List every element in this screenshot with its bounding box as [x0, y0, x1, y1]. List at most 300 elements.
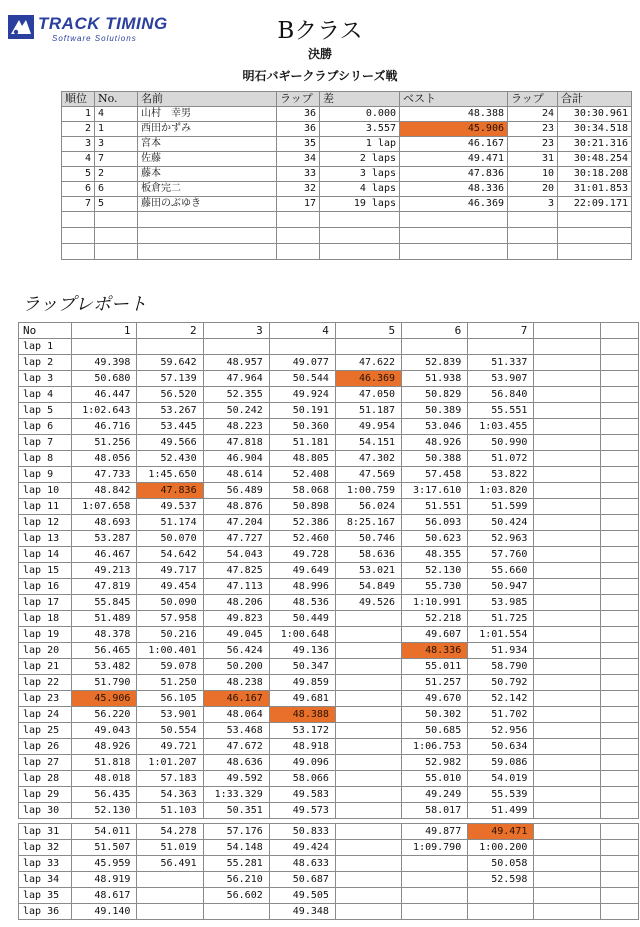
driver-name-cell: 藤田のぶゆき	[138, 197, 277, 212]
lap-time-cell: 57.458	[402, 467, 468, 483]
lap-time-cell: 54.151	[335, 435, 401, 451]
lap-column-label: No	[19, 323, 72, 339]
lap-time-cell: 56.024	[335, 499, 401, 515]
lap-time-cell: 45.906	[72, 691, 137, 707]
lap-time-cell: 49.348	[269, 904, 335, 920]
results-empty-row	[62, 212, 632, 228]
lap-time-cell: 49.045	[203, 627, 269, 643]
lap-label-cell: lap 28	[19, 771, 72, 787]
lap-time-cell: 50.685	[402, 723, 468, 739]
best-lap-number-cell: 20	[508, 182, 558, 197]
empty-cell	[62, 228, 95, 244]
empty-cell	[534, 547, 600, 563]
results-row	[62, 182, 632, 197]
lap-time-cell: 48.223	[203, 419, 269, 435]
lap-time-cell: 56.220	[72, 707, 137, 723]
lap-time-cell: 51.507	[72, 840, 137, 856]
lap-time-cell: 59.078	[137, 659, 203, 675]
lap-time-cell: 52.982	[402, 755, 468, 771]
lap-time-cell: 53.468	[203, 723, 269, 739]
lap-label-cell: lap 27	[19, 755, 72, 771]
empty-cell	[600, 659, 638, 675]
lap-time-cell	[402, 856, 468, 872]
lap-time-cell: 53.482	[72, 659, 137, 675]
empty-cell	[600, 707, 638, 723]
lap-time-cell: 1:00.759	[335, 483, 401, 499]
empty-cell	[534, 856, 600, 872]
lap-time-cell: 49.454	[137, 579, 203, 595]
best-lap-number-cell: 10	[508, 167, 558, 182]
lap-time-cell: 48.064	[203, 707, 269, 723]
lap-row	[19, 771, 639, 787]
lap-time-cell: 49.583	[269, 787, 335, 803]
best-lap-time-cell: 49.471	[400, 152, 508, 167]
empty-cell	[534, 515, 600, 531]
empty-cell	[600, 691, 638, 707]
lap-time-cell: 46.904	[203, 451, 269, 467]
empty-cell	[534, 627, 600, 643]
lap-time-cell	[335, 787, 401, 803]
lap-time-cell	[335, 659, 401, 675]
lap-time-cell	[402, 872, 468, 888]
total-time-cell: 30:30.961	[558, 107, 632, 122]
lap-time-cell: 48.378	[72, 627, 137, 643]
lap-time-cell: 50.829	[402, 387, 468, 403]
lap-label-cell: lap 14	[19, 547, 72, 563]
lap-time-cell: 49.924	[269, 387, 335, 403]
lap-row	[19, 659, 639, 675]
car-number-header: 4	[269, 323, 335, 339]
lap-time-cell: 47.050	[335, 387, 401, 403]
results-column-header: 差	[320, 92, 400, 107]
lap-time-cell: 50.388	[402, 451, 468, 467]
lap-time-cell	[335, 771, 401, 787]
empty-cell	[600, 739, 638, 755]
lap-time-cell: 49.140	[72, 904, 137, 920]
lap-time-cell: 51.551	[402, 499, 468, 515]
lap-time-cell: 1:01.554	[468, 627, 534, 643]
results-column-header: ベスト	[400, 92, 508, 107]
lap-time-cell	[335, 339, 401, 355]
lap-label-cell: lap 26	[19, 739, 72, 755]
lap-time-cell: 49.728	[269, 547, 335, 563]
lap-time-cell: 53.046	[402, 419, 468, 435]
lap-time-cell: 50.200	[203, 659, 269, 675]
empty-cell	[534, 803, 600, 819]
lap-time-cell: 53.822	[468, 467, 534, 483]
car-number-cell: 3	[95, 137, 138, 152]
lap-time-cell: 50.898	[269, 499, 335, 515]
results-empty-row	[62, 228, 632, 244]
lap-time-cell: 49.249	[402, 787, 468, 803]
lap-time-cell: 50.833	[269, 824, 335, 840]
results-table	[61, 91, 632, 260]
lap-time-cell: 54.278	[137, 824, 203, 840]
lap-time-cell: 56.093	[402, 515, 468, 531]
lap-time-cell: 1:07.658	[72, 499, 137, 515]
lap-time-cell: 51.599	[468, 499, 534, 515]
lap-row	[19, 371, 639, 387]
empty-cell	[534, 371, 600, 387]
car-number-header: 2	[137, 323, 203, 339]
empty-cell	[600, 499, 638, 515]
empty-cell	[534, 739, 600, 755]
car-number-header: 3	[203, 323, 269, 339]
lap-time-cell: 53.445	[137, 419, 203, 435]
results-row	[62, 122, 632, 137]
lap-time-cell: 50.058	[468, 856, 534, 872]
empty-cell	[400, 228, 508, 244]
lap-row	[19, 723, 639, 739]
lap-row	[19, 403, 639, 419]
lap-time-cell	[335, 840, 401, 856]
lap-time-cell: 1:03.820	[468, 483, 534, 499]
lap-time-cell: 49.573	[269, 803, 335, 819]
empty-cell	[558, 244, 632, 260]
lap-time-cell: 51.790	[72, 675, 137, 691]
lap-label-cell: lap 29	[19, 787, 72, 803]
lap-time-cell: 53.021	[335, 563, 401, 579]
lap-time-cell: 49.043	[72, 723, 137, 739]
lap-time-cell: 50.947	[468, 579, 534, 595]
lap-label-cell: lap 1	[19, 339, 72, 355]
empty-cell	[600, 872, 638, 888]
lap-time-cell: 49.954	[335, 419, 401, 435]
lap-time-cell	[335, 675, 401, 691]
lap-time-cell: 52.430	[137, 451, 203, 467]
lap-time-cell: 47.113	[203, 579, 269, 595]
lap-time-cell: 50.389	[402, 403, 468, 419]
empty-cell	[600, 904, 638, 920]
position-cell: 2	[62, 122, 95, 137]
empty-cell	[600, 643, 638, 659]
lap-time-cell: 51.072	[468, 451, 534, 467]
laps-cell: 35	[277, 137, 320, 152]
empty-cell	[600, 387, 638, 403]
lap-label-cell: lap 2	[19, 355, 72, 371]
empty-cell	[600, 824, 638, 840]
lap-label-cell: lap 17	[19, 595, 72, 611]
empty-cell	[534, 499, 600, 515]
lap-time-cell: 53.267	[137, 403, 203, 419]
lap-time-cell	[335, 888, 401, 904]
lap-time-cell: 48.919	[72, 872, 137, 888]
lap-header-row	[19, 323, 639, 339]
lap-time-cell	[335, 723, 401, 739]
lap-label-cell: lap 19	[19, 627, 72, 643]
lap-time-cell	[335, 643, 401, 659]
lap-time-cell: 46.716	[72, 419, 137, 435]
lap-time-cell: 56.520	[137, 387, 203, 403]
lap-row	[19, 355, 639, 371]
empty-cell	[320, 212, 400, 228]
lap-label-cell: lap 8	[19, 451, 72, 467]
lap-label-cell: lap 10	[19, 483, 72, 499]
empty-cell	[534, 659, 600, 675]
page-title: Bクラス	[277, 18, 363, 44]
empty-cell	[277, 244, 320, 260]
empty-cell	[600, 579, 638, 595]
lap-time-cell: 50.544	[269, 371, 335, 387]
empty-cell	[534, 531, 600, 547]
lap-time-cell: 54.849	[335, 579, 401, 595]
driver-name-cell: 板倉完二	[138, 182, 277, 197]
lap-time-cell: 52.218	[402, 611, 468, 627]
empty-cell	[508, 212, 558, 228]
gap-cell: 3.557	[320, 122, 400, 137]
lap-time-cell: 48.238	[203, 675, 269, 691]
lap-label-cell: lap 12	[19, 515, 72, 531]
results-row	[62, 197, 632, 212]
lap-time-cell: 56.840	[468, 387, 534, 403]
lap-row	[19, 451, 639, 467]
empty-cell	[534, 403, 600, 419]
lap-time-cell: 52.839	[402, 355, 468, 371]
lap-time-cell: 48.926	[72, 739, 137, 755]
lap-time-cell: 50.347	[269, 659, 335, 675]
lap-time-cell: 3:17.610	[402, 483, 468, 499]
empty-cell	[534, 611, 600, 627]
car-number-cell: 7	[95, 152, 138, 167]
empty-cell	[600, 451, 638, 467]
lap-time-cell: 49.398	[72, 355, 137, 371]
lap-time-cell: 50.351	[203, 803, 269, 819]
lap-time-cell: 46.447	[72, 387, 137, 403]
empty-cell	[534, 579, 600, 595]
lap-row	[19, 904, 639, 920]
lap-time-cell: 54.011	[72, 824, 137, 840]
gap-cell: 1 lap	[320, 137, 400, 152]
lap-time-cell: 51.103	[137, 803, 203, 819]
lap-row	[19, 611, 639, 627]
empty-cell	[600, 803, 638, 819]
empty-cell	[534, 643, 600, 659]
lap-time-cell: 1:02.643	[72, 403, 137, 419]
lap-time-cell: 51.818	[72, 755, 137, 771]
car-number-header: 7	[468, 323, 534, 339]
empty-cell	[600, 840, 638, 856]
lap-time-cell: 1:00.200	[468, 840, 534, 856]
results-row	[62, 152, 632, 167]
lap-time-cell: 53.172	[269, 723, 335, 739]
lap-time-cell: 56.435	[72, 787, 137, 803]
position-cell: 6	[62, 182, 95, 197]
lap-report-title: ラップレポート	[22, 294, 147, 315]
lap-time-cell: 48.996	[269, 579, 335, 595]
lap-row	[19, 872, 639, 888]
lap-row	[19, 499, 639, 515]
lap-time-cell	[402, 888, 468, 904]
lap-time-cell	[402, 904, 468, 920]
lap-row	[19, 643, 639, 659]
empty-cell	[400, 212, 508, 228]
lap-time-cell: 51.489	[72, 611, 137, 627]
lap-time-cell	[72, 339, 137, 355]
car-number-cell: 1	[95, 122, 138, 137]
lap-row	[19, 856, 639, 872]
empty-cell	[95, 212, 138, 228]
lap-time-cell: 56.210	[203, 872, 269, 888]
lap-time-cell	[269, 339, 335, 355]
lap-time-cell: 47.836	[137, 483, 203, 499]
empty-cell	[534, 872, 600, 888]
lap-row	[19, 435, 639, 451]
empty-cell	[534, 771, 600, 787]
lap-label-cell: lap 13	[19, 531, 72, 547]
lap-time-cell: 51.938	[402, 371, 468, 387]
lap-time-cell: 52.386	[269, 515, 335, 531]
empty-cell	[534, 467, 600, 483]
lap-time-cell: 47.622	[335, 355, 401, 371]
lap-time-cell: 52.963	[468, 531, 534, 547]
lap-time-cell: 56.105	[137, 691, 203, 707]
lap-time-cell: 49.505	[269, 888, 335, 904]
best-lap-time-cell: 48.336	[400, 182, 508, 197]
lap-row	[19, 627, 639, 643]
lap-time-cell	[335, 904, 401, 920]
lap-time-cell: 49.721	[137, 739, 203, 755]
lap-time-cell: 51.934	[468, 643, 534, 659]
lap-report-table	[18, 322, 639, 819]
lap-row	[19, 483, 639, 499]
empty-cell	[508, 228, 558, 244]
lap-time-cell: 57.760	[468, 547, 534, 563]
car-number-header: 6	[402, 323, 468, 339]
lap-time-cell	[335, 707, 401, 723]
lap-row	[19, 707, 639, 723]
lap-time-cell: 47.302	[335, 451, 401, 467]
lap-time-cell: 1:00.648	[269, 627, 335, 643]
lap-time-cell: 50.070	[137, 531, 203, 547]
lap-time-cell: 47.964	[203, 371, 269, 387]
lap-time-cell: 49.649	[269, 563, 335, 579]
driver-name-cell: 佐藤	[138, 152, 277, 167]
results-column-header: ラップ	[508, 92, 558, 107]
empty-cell	[600, 755, 638, 771]
empty-cell	[600, 723, 638, 739]
series-name: 明石バギークラブシリーズ戦	[242, 69, 398, 83]
lap-time-cell: 52.956	[468, 723, 534, 739]
lap-time-cell: 56.602	[203, 888, 269, 904]
lap-time-cell: 49.681	[269, 691, 335, 707]
lap-row	[19, 691, 639, 707]
empty-cell	[534, 840, 600, 856]
lap-time-cell: 59.086	[468, 755, 534, 771]
lap-time-cell: 50.090	[137, 595, 203, 611]
lap-time-cell: 55.551	[468, 403, 534, 419]
best-lap-number-cell: 23	[508, 137, 558, 152]
lap-time-cell: 48.842	[72, 483, 137, 499]
lap-label-cell: lap 22	[19, 675, 72, 691]
lap-row	[19, 787, 639, 803]
lap-time-cell: 1:09.790	[402, 840, 468, 856]
lap-time-cell	[402, 339, 468, 355]
empty-cell	[534, 419, 600, 435]
lap-time-cell: 58.790	[468, 659, 534, 675]
lap-time-cell: 49.717	[137, 563, 203, 579]
lap-time-cell: 49.077	[269, 355, 335, 371]
lap-time-cell: 1:06.753	[402, 739, 468, 755]
lap-time-cell: 50.449	[269, 611, 335, 627]
lap-label-cell: lap 24	[19, 707, 72, 723]
lap-row	[19, 467, 639, 483]
empty-cell	[558, 228, 632, 244]
lap-time-cell: 51.499	[468, 803, 534, 819]
lap-label-cell: lap 32	[19, 840, 72, 856]
empty-cell	[600, 515, 638, 531]
empty-cell	[508, 244, 558, 260]
position-cell: 7	[62, 197, 95, 212]
lap-label-cell: lap 16	[19, 579, 72, 595]
lap-row	[19, 755, 639, 771]
lap-time-cell: 48.206	[203, 595, 269, 611]
lap-time-cell: 49.537	[137, 499, 203, 515]
empty-cell	[320, 244, 400, 260]
empty-cell	[534, 435, 600, 451]
empty-cell	[400, 244, 508, 260]
lap-time-cell: 51.257	[402, 675, 468, 691]
lap-label-cell: lap 25	[19, 723, 72, 739]
results-column-header: 合計	[558, 92, 632, 107]
laps-cell: 32	[277, 182, 320, 197]
best-lap-time-cell: 46.369	[400, 197, 508, 212]
lap-time-cell	[335, 611, 401, 627]
lap-time-cell: 51.256	[72, 435, 137, 451]
lap-label-cell: lap 11	[19, 499, 72, 515]
lap-row	[19, 419, 639, 435]
lap-time-cell: 8:25.167	[335, 515, 401, 531]
results-column-header: No.	[95, 92, 138, 107]
lap-row	[19, 595, 639, 611]
lap-time-cell: 56.489	[203, 483, 269, 499]
lap-time-cell: 51.337	[468, 355, 534, 371]
lap-time-cell: 57.139	[137, 371, 203, 387]
total-time-cell: 31:01.853	[558, 182, 632, 197]
lap-label-cell: lap 31	[19, 824, 72, 840]
empty-cell	[600, 323, 638, 339]
lap-label-cell: lap 36	[19, 904, 72, 920]
empty-cell	[600, 403, 638, 419]
lap-time-cell: 1:10.991	[402, 595, 468, 611]
lap-time-cell: 52.408	[269, 467, 335, 483]
lap-time-cell: 46.369	[335, 371, 401, 387]
lap-label-cell: lap 18	[19, 611, 72, 627]
empty-cell	[600, 771, 638, 787]
lap-time-cell: 53.907	[468, 371, 534, 387]
gap-cell: 0.000	[320, 107, 400, 122]
lap-time-cell	[468, 888, 534, 904]
lap-time-cell: 50.360	[269, 419, 335, 435]
lap-time-cell: 52.460	[269, 531, 335, 547]
lap-label-cell: lap 21	[19, 659, 72, 675]
empty-cell	[600, 355, 638, 371]
lap-row	[19, 515, 639, 531]
lap-time-cell: 48.617	[72, 888, 137, 904]
total-time-cell: 30:48.254	[558, 152, 632, 167]
position-cell: 3	[62, 137, 95, 152]
lap-time-cell: 48.636	[203, 755, 269, 771]
empty-cell	[277, 228, 320, 244]
best-lap-number-cell: 3	[508, 197, 558, 212]
position-cell: 4	[62, 152, 95, 167]
lap-time-cell: 47.819	[72, 579, 137, 595]
empty-cell	[534, 451, 600, 467]
lap-time-cell	[335, 872, 401, 888]
lap-time-cell: 49.670	[402, 691, 468, 707]
lap-time-cell: 48.918	[269, 739, 335, 755]
lap-time-cell: 58.636	[335, 547, 401, 563]
lap-label-cell: lap 7	[19, 435, 72, 451]
